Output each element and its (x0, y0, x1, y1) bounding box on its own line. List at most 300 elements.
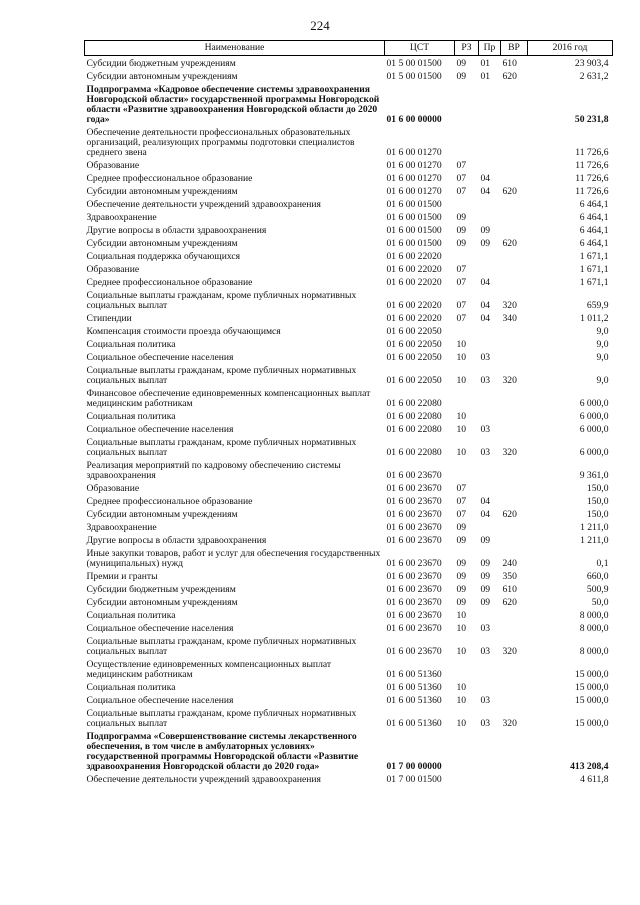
row-sum: 15 000,0 (574, 682, 609, 693)
table-row (85, 496, 613, 509)
row-name: Другие вопросы в области здравоохранения (86, 225, 267, 236)
table-row (85, 127, 613, 160)
row-cst: 01 6 00 51360 (386, 682, 442, 693)
row-rz: 07 (456, 313, 467, 324)
row-pr (479, 326, 501, 339)
row-vr (501, 731, 528, 774)
row-pr: 09 (480, 225, 491, 236)
row-name: Субсидии автономным учреждениям (86, 597, 238, 608)
row-cst: 01 6 00 22080 (386, 447, 442, 458)
table-row (85, 731, 613, 774)
row-sum: 2 631,2 (579, 71, 609, 82)
row-vr (501, 173, 528, 186)
row-rz: 10 (456, 375, 467, 386)
row-vr: 610 (502, 58, 517, 69)
row-rz: 07 (456, 496, 467, 507)
row-cst: 01 6 00 23670 (386, 535, 442, 546)
row-cst: 01 6 00 23670 (386, 522, 442, 533)
row-pr (479, 659, 501, 682)
row-cst: 01 6 00 23670 (386, 509, 442, 520)
table-row (85, 460, 613, 483)
row-sum: 9,0 (596, 326, 609, 337)
row-rz: 09 (456, 571, 467, 582)
table-row (85, 695, 613, 708)
row-cst: 01 5 00 01500 (386, 71, 442, 82)
row-sum: 9,0 (596, 352, 609, 363)
row-name: Социальная политика (86, 682, 176, 693)
row-pr: 09 (480, 597, 491, 608)
row-sum: 9,0 (596, 339, 609, 350)
table-row (85, 483, 613, 496)
row-name: Осуществление единовременных компенсационных выплат медицинским работникам (86, 659, 332, 680)
row-vr (501, 199, 528, 212)
row-pr: 03 (480, 623, 491, 634)
row-name: Субсидии бюджетным учреждениям (86, 584, 236, 595)
row-rz: 07 (456, 277, 467, 288)
row-vr (501, 695, 528, 708)
table-row (85, 535, 613, 548)
row-sum: 8 000,0 (579, 623, 609, 634)
row-rz: 10 (456, 695, 467, 706)
row-rz: 09 (456, 597, 467, 608)
row-sum: 11 726,6 (575, 186, 609, 197)
row-vr (501, 326, 528, 339)
row-rz: 09 (456, 71, 467, 82)
row-sum: 660,0 (586, 571, 609, 582)
row-cst: 01 6 00 01270 (386, 147, 442, 158)
row-rz: 07 (456, 186, 467, 197)
row-sum: 1 671,1 (579, 264, 609, 275)
row-rz: 07 (456, 300, 467, 311)
row-name: Стипендии (86, 313, 132, 324)
row-pr (479, 388, 501, 411)
row-cst: 01 7 00 01500 (386, 774, 442, 785)
row-rz: 10 (456, 424, 467, 435)
row-vr: 320 (502, 646, 517, 657)
row-pr: 04 (480, 496, 491, 507)
row-pr: 09 (480, 584, 491, 595)
row-sum: 6 000,0 (579, 411, 609, 422)
row-sum: 4 611,8 (580, 774, 609, 785)
row-vr (501, 424, 528, 437)
row-pr: 09 (480, 535, 491, 546)
table-row (85, 659, 613, 682)
row-cst: 01 6 00 23670 (386, 558, 442, 569)
row-name: Социальное обеспечение населения (86, 352, 234, 363)
row-sum: 11 726,6 (575, 147, 609, 158)
row-rz: 09 (456, 558, 467, 569)
row-sum: 150,0 (586, 496, 609, 507)
row-name: Образование (86, 160, 140, 171)
row-cst: 01 6 00 01500 (386, 199, 442, 210)
row-vr: 620 (502, 597, 517, 608)
row-cst: 01 6 00 01500 (386, 225, 442, 236)
table-row (85, 623, 613, 636)
row-name: Среднее профессиональное образование (86, 277, 253, 288)
row-cst: 01 6 00 23670 (386, 623, 442, 634)
row-sum: 6 000,0 (579, 424, 609, 435)
table-row (85, 437, 613, 460)
row-name: Социальные выплаты гражданам, кроме публичных нормативных социальных выплат (86, 290, 357, 311)
row-vr: 240 (502, 558, 517, 569)
table-row (85, 326, 613, 339)
row-sum: 500,9 (586, 584, 609, 595)
row-name: Социальные выплаты гражданам, кроме публичных нормативных социальных выплат (86, 365, 357, 386)
row-pr: 01 (480, 71, 491, 82)
row-cst: 01 6 00 51360 (386, 695, 442, 706)
row-pr (479, 339, 501, 352)
row-cst: 01 6 00 22020 (386, 264, 442, 275)
row-sum: 9,0 (596, 375, 609, 386)
row-rz: 09 (456, 238, 467, 249)
row-sum: 659,9 (586, 300, 609, 311)
row-pr: 03 (480, 695, 491, 706)
row-rz (455, 326, 479, 339)
row-cst: 01 6 00 23670 (386, 584, 442, 595)
table-row (85, 682, 613, 695)
row-sum: 150,0 (586, 509, 609, 520)
row-name: Компенсация стоимости проезда обучающимся (86, 326, 281, 337)
row-vr (501, 610, 528, 623)
header-rz: РЗ (455, 41, 479, 56)
row-pr: 09 (480, 558, 491, 569)
row-rz (455, 199, 479, 212)
table-row (85, 238, 613, 251)
row-cst: 01 6 00 22020 (386, 300, 442, 311)
header-vr: ВР (501, 41, 528, 56)
row-vr (501, 623, 528, 636)
row-rz (455, 84, 479, 127)
row-vr: 320 (502, 447, 517, 458)
row-pr (479, 774, 501, 787)
row-pr (479, 84, 501, 127)
row-sum: 15 000,0 (574, 669, 609, 680)
row-pr: 04 (480, 277, 491, 288)
row-cst: 01 6 00 22020 (386, 251, 442, 262)
row-sum: 8 000,0 (579, 610, 609, 621)
row-sum: 6 464,1 (579, 238, 609, 249)
row-name: Иные закупки товаров, работ и услуг для обеспечения государственных (муниципальных) нужд (86, 548, 381, 569)
row-vr (501, 352, 528, 365)
table-row (85, 251, 613, 264)
row-cst: 01 6 00 22020 (386, 277, 442, 288)
row-vr: 620 (502, 238, 517, 249)
row-sum: 11 726,6 (575, 160, 609, 171)
row-vr (501, 522, 528, 535)
table-row (85, 424, 613, 437)
row-vr (501, 659, 528, 682)
row-name: Среднее профессиональное образование (86, 496, 253, 507)
row-vr (501, 535, 528, 548)
row-sum: 6 464,1 (579, 225, 609, 236)
row-pr: 04 (480, 313, 491, 324)
row-pr: 01 (480, 58, 491, 69)
row-name: Социальные выплаты гражданам, кроме публичных нормативных социальных выплат (86, 437, 357, 458)
row-rz (455, 251, 479, 264)
row-pr (479, 460, 501, 483)
row-sum: 1 011,2 (580, 313, 609, 324)
table-row (85, 522, 613, 535)
row-name: Субсидии автономным учреждениям (86, 186, 238, 197)
row-name: Премии и гранты (86, 571, 158, 582)
row-sum: 6 000,0 (579, 398, 609, 409)
row-rz: 10 (456, 339, 467, 350)
row-cst: 01 6 00 23670 (386, 483, 442, 494)
row-rz (455, 774, 479, 787)
row-pr (479, 483, 501, 496)
row-cst: 01 6 00 22080 (386, 424, 442, 435)
row-sum: 15 000,0 (574, 718, 609, 729)
row-pr: 04 (480, 509, 491, 520)
page-number: 224 (310, 18, 330, 33)
table-row (85, 277, 613, 290)
row-vr: 340 (502, 313, 517, 324)
row-name: Образование (86, 264, 140, 275)
row-rz: 10 (456, 682, 467, 693)
row-sum: 11 726,6 (575, 173, 609, 184)
row-cst: 01 6 00 23670 (386, 470, 442, 481)
row-rz: 09 (456, 522, 467, 533)
table-row (85, 212, 613, 225)
row-pr: 03 (480, 718, 491, 729)
row-cst: 01 6 00 22020 (386, 313, 442, 324)
row-vr: 320 (502, 718, 517, 729)
row-cst: 01 6 00 23670 (386, 610, 442, 621)
row-cst: 01 6 00 51360 (386, 669, 442, 680)
row-name: Социальное обеспечение населения (86, 424, 234, 435)
row-cst: 01 6 00 01270 (386, 186, 442, 197)
row-rz (455, 460, 479, 483)
row-rz: 10 (456, 646, 467, 657)
row-name: Социальные выплаты гражданам, кроме публичных нормативных социальных выплат (86, 708, 357, 729)
row-pr: 03 (480, 352, 491, 363)
row-pr (479, 199, 501, 212)
row-sum: 23 903,4 (574, 58, 609, 69)
row-cst: 01 6 00 01270 (386, 160, 442, 171)
row-sum: 50 231,8 (574, 114, 609, 125)
row-rz (455, 731, 479, 774)
row-name: Субсидии автономным учреждениям (86, 71, 238, 82)
table-row (85, 365, 613, 388)
row-sum: 1 211,0 (580, 522, 609, 533)
row-rz: 10 (456, 447, 467, 458)
row-pr: 03 (480, 447, 491, 458)
row-name: Здравоохранение (86, 522, 157, 533)
row-name: Социальное обеспечение населения (86, 623, 234, 634)
row-sum: 15 000,0 (574, 695, 609, 706)
row-pr (479, 682, 501, 695)
row-vr: 320 (502, 375, 517, 386)
row-pr: 03 (480, 424, 491, 435)
row-sum: 1 671,1 (579, 277, 609, 288)
row-vr (501, 339, 528, 352)
row-rz: 09 (456, 225, 467, 236)
row-rz: 07 (456, 160, 467, 171)
row-cst: 01 6 00 01270 (386, 173, 442, 184)
row-name: Социальная политика (86, 411, 176, 422)
row-rz: 10 (456, 718, 467, 729)
row-rz: 07 (456, 483, 467, 494)
row-name: Обеспечение деятельности учреждений здравоохранения (86, 199, 321, 210)
row-vr: 350 (502, 571, 517, 582)
row-vr (501, 774, 528, 787)
row-pr: 04 (480, 300, 491, 311)
row-rz: 09 (456, 58, 467, 69)
row-rz (455, 127, 479, 160)
row-cst: 01 6 00 51360 (386, 718, 442, 729)
row-vr (501, 264, 528, 277)
row-vr: 320 (502, 300, 517, 311)
row-vr (501, 411, 528, 424)
table-row (85, 186, 613, 199)
row-name: Подпрограмма «Кадровое обеспечение системы здравоохранения Новгородской области» государственной программы Новгородской области «Развитие здравоохранения Новгородской области до 2020 года» (86, 84, 380, 125)
header-name: Наименование (85, 41, 385, 56)
row-name: Социальные выплаты гражданам, кроме публичных нормативных социальных выплат (86, 636, 357, 657)
row-cst: 01 6 00 01500 (386, 238, 442, 249)
row-vr (501, 84, 528, 127)
row-pr: 03 (480, 375, 491, 386)
row-name: Финансовое обеспечение единовременных компенсационных выплат медицинским работникам (86, 388, 371, 409)
row-vr (501, 127, 528, 160)
row-rz: 10 (456, 610, 467, 621)
table-row (85, 84, 613, 127)
row-name: Субсидии автономным учреждениям (86, 509, 238, 520)
row-pr (479, 127, 501, 160)
row-pr (479, 160, 501, 173)
table-row (85, 708, 613, 731)
row-name: Другие вопросы в области здравоохранения (86, 535, 267, 546)
row-cst: 01 6 00 22050 (386, 326, 442, 337)
row-cst: 01 6 00 22050 (386, 375, 442, 386)
table-row (85, 610, 613, 623)
table-row (85, 352, 613, 365)
table-row (85, 173, 613, 186)
table-row (85, 56, 613, 72)
row-pr (479, 251, 501, 264)
row-rz: 07 (456, 173, 467, 184)
table-row (85, 290, 613, 313)
row-rz: 10 (456, 623, 467, 634)
row-name: Образование (86, 483, 140, 494)
row-name: Социальная поддержка обучающихся (86, 251, 241, 262)
row-rz: 07 (456, 509, 467, 520)
table-row (85, 584, 613, 597)
row-rz: 09 (456, 584, 467, 595)
row-name: Социальная политика (86, 610, 176, 621)
row-vr (501, 277, 528, 290)
table-row (85, 264, 613, 277)
row-vr (501, 251, 528, 264)
row-vr (501, 460, 528, 483)
row-cst: 01 7 00 00000 (386, 761, 442, 772)
header-cst: ЦСТ (385, 41, 455, 56)
row-vr: 610 (502, 584, 517, 595)
row-vr (501, 225, 528, 238)
row-cst: 01 6 00 22050 (386, 352, 442, 363)
row-name: Среднее профессиональное образование (86, 173, 253, 184)
table-row (85, 160, 613, 173)
table-row (85, 597, 613, 610)
table-row (85, 313, 613, 326)
table-row (85, 339, 613, 352)
row-sum: 50,0 (591, 597, 609, 608)
row-name: Обеспечение деятельности профессиональных образовательных организаций, реализующих программы подготовки специалистов среднего звена (86, 127, 355, 158)
row-cst: 01 5 00 01500 (386, 58, 442, 69)
row-rz: 09 (456, 212, 467, 223)
row-name: Обеспечение деятельности учреждений здравоохранения (86, 774, 321, 785)
table-row (85, 71, 613, 84)
table-row (85, 636, 613, 659)
row-vr (501, 483, 528, 496)
row-rz: 10 (456, 352, 467, 363)
row-name: Реализация мероприятий по кадровому обеспечению системы здравоохранения (86, 460, 341, 481)
row-sum: 8 000,0 (579, 646, 609, 657)
row-pr: 03 (480, 646, 491, 657)
table-row (85, 411, 613, 424)
row-cst: 01 6 00 01500 (386, 212, 442, 223)
row-name: Субсидии автономным учреждениям (86, 238, 238, 249)
table-row (85, 509, 613, 522)
table-row (85, 388, 613, 411)
table-row (85, 548, 613, 571)
row-rz: 09 (456, 535, 467, 546)
row-name: Субсидии бюджетным учреждениям (86, 58, 236, 69)
row-name: Подпрограмма «Совершенствование системы лекарственного обеспечения, в том числе в амбулаторных условиях» государственной программы Новгородской области «Развитие здравоохранения Новгородской области до 2020 года» (86, 731, 359, 772)
row-name: Здравоохранение (86, 212, 157, 223)
row-cst: 01 6 00 23670 (386, 496, 442, 507)
budget-table (84, 40, 613, 787)
row-pr: 09 (480, 238, 491, 249)
row-sum: 6 464,1 (579, 199, 609, 210)
row-cst: 01 6 00 23670 (386, 597, 442, 608)
row-pr (479, 212, 501, 225)
row-sum: 6 000,0 (579, 447, 609, 458)
row-sum: 1 211,0 (580, 535, 609, 546)
row-vr (501, 682, 528, 695)
row-cst: 01 6 00 22050 (386, 339, 442, 350)
row-sum: 6 464,1 (579, 212, 609, 223)
row-sum: 1 671,1 (579, 251, 609, 262)
row-rz: 07 (456, 264, 467, 275)
row-vr: 620 (502, 186, 517, 197)
header-year: 2016 год (528, 41, 613, 56)
row-sum: 413 208,4 (570, 761, 609, 772)
table-row (85, 774, 613, 787)
header-pr: Пр (479, 41, 501, 56)
row-cst: 01 6 00 00000 (386, 114, 442, 125)
row-cst: 01 6 00 23670 (386, 571, 442, 582)
row-sum: 0,1 (596, 558, 609, 569)
row-pr: 09 (480, 571, 491, 582)
row-pr: 04 (480, 186, 491, 197)
row-vr (501, 160, 528, 173)
row-pr (479, 522, 501, 535)
row-cst: 01 6 00 22080 (386, 398, 442, 409)
row-rz: 10 (456, 411, 467, 422)
row-rz (455, 659, 479, 682)
table-row (85, 225, 613, 238)
row-name: Социальное обеспечение населения (86, 695, 234, 706)
row-vr (501, 212, 528, 225)
row-vr (501, 388, 528, 411)
row-pr (479, 264, 501, 277)
table-row (85, 199, 613, 212)
row-vr: 620 (502, 509, 517, 520)
row-sum: 9 361,0 (579, 470, 609, 481)
table-body (85, 56, 613, 788)
row-pr (479, 610, 501, 623)
row-cst: 01 6 00 22080 (386, 411, 442, 422)
